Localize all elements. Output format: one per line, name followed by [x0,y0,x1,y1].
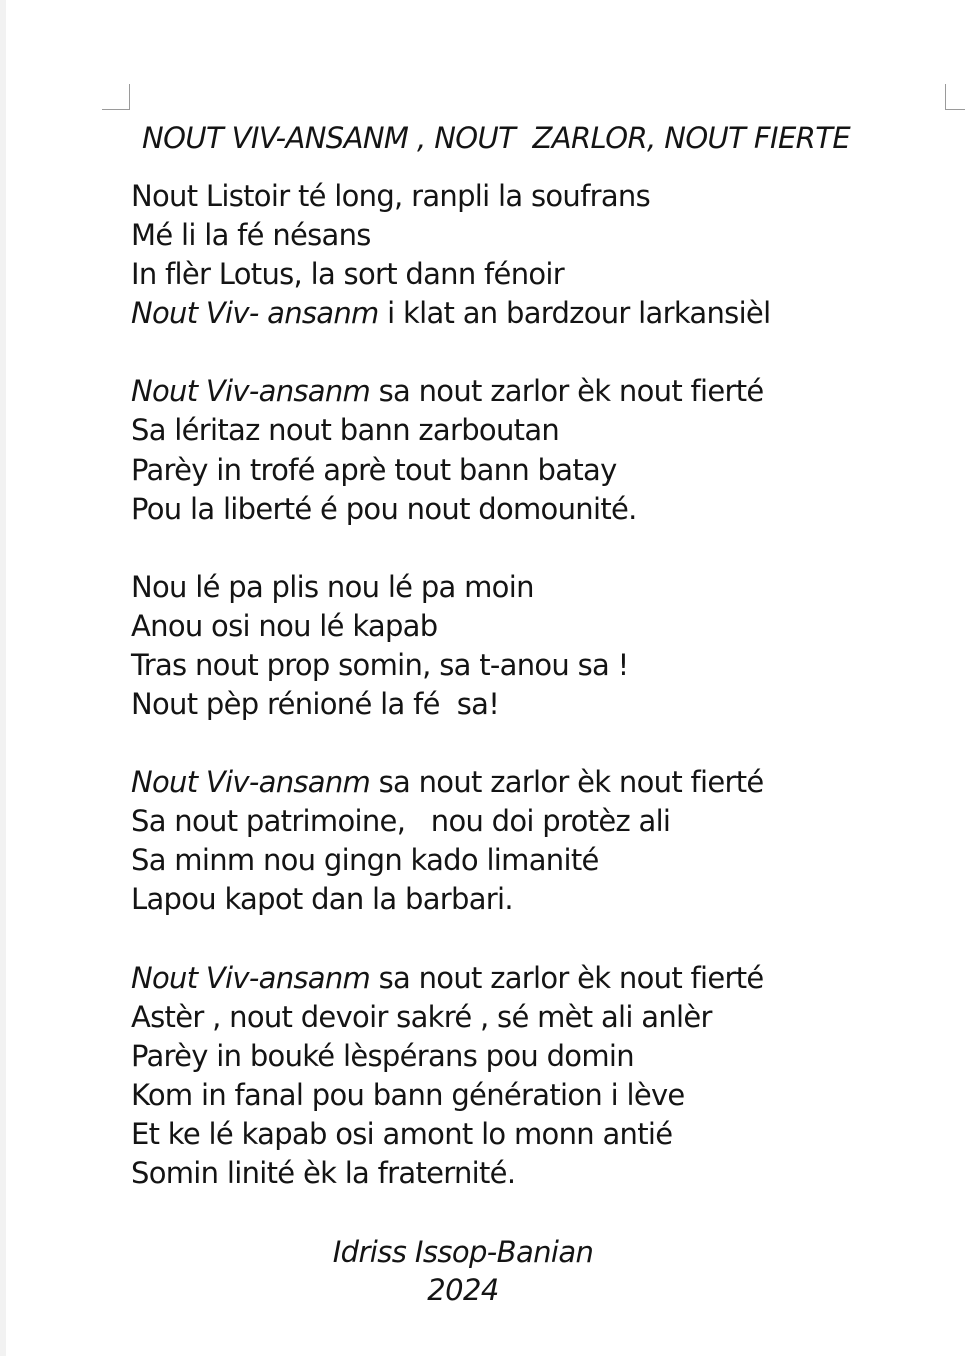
poem-line [131,646,931,685]
poem-line-italic: Nout Viv-ansanm [131,374,371,409]
poem-line-text: Astèr , nout devoir sakré , sé mèt ali anlèr [131,999,712,1034]
poem-line [131,607,931,646]
poem-line-text: Et ke lé kapab osi amont lo monn antié [131,1116,673,1151]
poem-line [131,294,931,333]
poem-title: NOUT VIV-ANSANM , NOUT ZARLOR, NOUT FIERTE [142,121,851,155]
stanza [131,372,931,528]
poem-line [131,568,931,607]
poem-line-text: Pou la liberté é pou nout domounité. [131,491,637,526]
poem-line [131,451,931,490]
signature [263,1233,663,1309]
poem-line-text: sa nout zarlor èk nout fierté [370,374,764,409]
poem-line [131,998,931,1037]
author-name: Idriss Issop-Banian [332,1235,594,1269]
margin-corner-marker-right [945,84,965,110]
poem-line [131,372,931,411]
poem-line-italic: Nout Viv-ansanm [131,765,371,800]
poem-line [131,802,931,841]
poem-line [131,216,931,255]
poem-line-text: sa nout zarlor èk nout fierté [370,765,764,800]
poem-line-text: i klat an bardzour larkansièl [378,296,771,331]
poem-line [131,255,931,294]
poem-line-text: Sa minm nou gingn kado limanité [131,843,599,878]
page-edge [0,0,6,1356]
margin-corner-marker-left [102,84,130,110]
poem-line [131,411,931,450]
poem-line [131,490,931,529]
poem-line-text: Nout pèp rénioné la fé sa! [131,687,500,722]
poem-line-text: Parèy in trofé aprè tout bann batay [131,452,617,487]
poem-line-text: Sa léritaz nout bann zarboutan [131,413,560,448]
signature-year: 2024 [427,1273,499,1307]
poem-line [131,841,931,880]
poem-line [131,880,931,919]
stanza [131,763,931,919]
poem-line-text: In flèr Lotus, la sort dann fénoir [131,257,565,292]
poem-line [131,1115,931,1154]
poem-line [131,1037,931,1076]
poem-line-italic: Nout Viv-ansanm [131,960,371,995]
poem-line-text: Tras nout prop somin, sa t-anou sa ! [131,647,629,682]
poem-line [131,763,931,802]
poem-line-text: Mé li la fé nésans [131,218,371,253]
poem-line-text: Sa nout patrimoine, nou doi protèz ali [131,804,671,839]
poem-line [131,685,931,724]
poem-line [131,959,931,998]
poem-line-text: Lapou kapot dan la barbari. [131,882,513,917]
poem-line-text: Kom in fanal pou bann génération i lève [131,1077,685,1112]
poem-line [131,1154,931,1193]
poem-line-text: Anou osi nou lé kapab [131,608,438,643]
poem-line-text: Somin linité èk la fraternité. [131,1155,516,1190]
poem-body [131,177,931,1232]
stanza [131,959,931,1194]
poem-line-text: Nout Listoir té long, ranpli la soufrans [131,179,650,213]
stanza [131,568,931,724]
poem-line [131,1076,931,1115]
poem-line-text: Nou lé pa plis nou lé pa moin [131,569,534,604]
poem-line-text: Parèy in bouké lèspérans pou domin [131,1038,634,1073]
stanza [131,177,931,333]
poem-line-text: sa nout zarlor èk nout fierté [370,960,764,995]
poem-line [131,177,931,216]
poem-line-italic: Nout Viv- ansanm [131,296,379,331]
